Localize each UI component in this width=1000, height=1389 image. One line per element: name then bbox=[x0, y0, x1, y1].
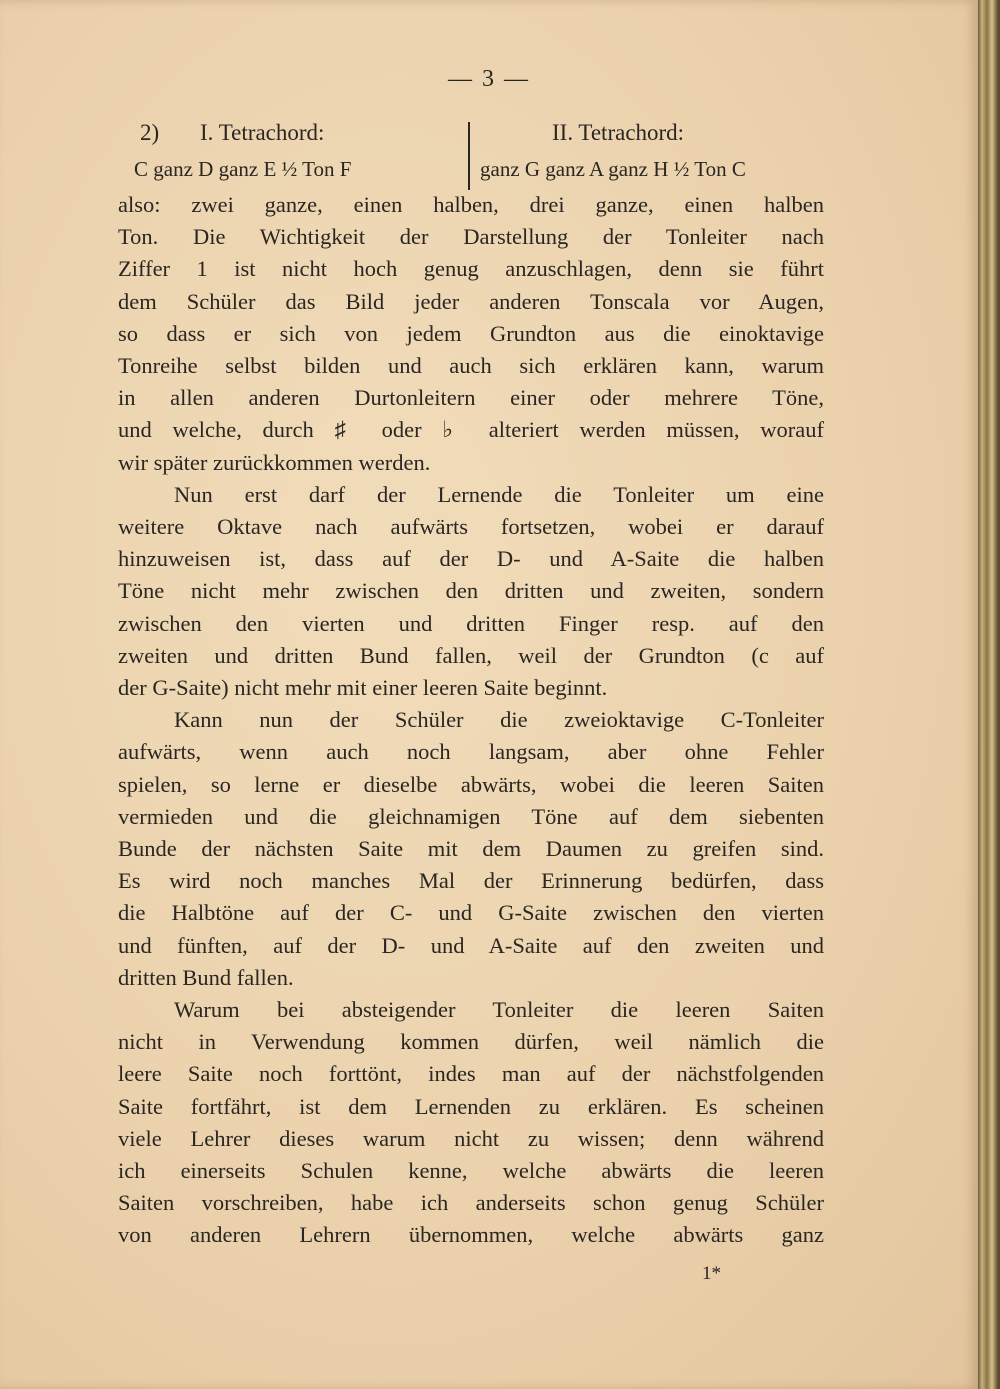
text-line: weitere Oktave nach aufwärts fortsetzen, wobei er darauf bbox=[118, 514, 824, 539]
tetrachord-second-row: ganz G ganz A ganz H ½ Ton C bbox=[480, 157, 746, 181]
text-line: Es wird noch manches Mal der Erinnerung bedürfen, dass bbox=[118, 868, 824, 894]
text-line: Saite fortfährt, ist dem Lernenden zu erklären. Es scheinen bbox=[118, 1093, 824, 1119]
text-line: leere Saite noch forttönt, indes man auf der nächstfolgenden bbox=[118, 1061, 824, 1087]
text-line: so dass er sich von jedem Grundton aus die einoktavige bbox=[118, 320, 824, 346]
text-line: Tonreihe selbst bilden und auch sich erklären kann, warum bbox=[118, 353, 824, 378]
text-line: Töne nicht mehr zwischen den dritten und zweiten, sondern bbox=[118, 578, 824, 604]
text-line: viele Lehrer dieses warum nicht zu wissen; denn während bbox=[118, 1125, 824, 1151]
text-line: ich einerseits Schulen kenne, welche abwärts die leeren bbox=[118, 1158, 824, 1183]
text-line: Ton. Die Wichtigkeit der Darstellung der Tonleiter nach bbox=[118, 224, 824, 250]
page-number: — 3 — bbox=[448, 66, 530, 92]
text-line: vermieden und die gleichnamigen Töne auf dem siebenten bbox=[118, 803, 824, 829]
text-line: und fünften, auf der D- und A-Saite auf den zweiten und bbox=[118, 932, 824, 958]
text-line: dem Schüler das Bild jeder anderen Tonscala vor Augen, bbox=[118, 288, 824, 314]
signature-mark: 1* bbox=[702, 1263, 721, 1284]
text-line: der G-Saite) nicht mehr mit einer leeren Saite beginnt. bbox=[118, 675, 608, 700]
text-line: in allen anderen Durtonleitern einer oder mehrere Töne, bbox=[118, 385, 824, 411]
tetrachord-divider bbox=[468, 122, 470, 190]
tetrachord-first-row: C ganz D ganz E ½ Ton F bbox=[134, 157, 352, 181]
text-line: aufwärts, wenn auch noch langsam, aber ohne Fehler bbox=[118, 739, 824, 765]
tetrachord-first-title: I. Tetrachord: bbox=[200, 120, 325, 145]
text-line: Ziffer 1 ist nicht hoch genug anzuschlagen, denn sie führt bbox=[118, 256, 824, 282]
text-line: Warum bei absteigender Tonleiter die leeren Saiten bbox=[174, 997, 824, 1022]
tetrachord-label-number: 2) bbox=[140, 120, 160, 145]
text-line: Kann nun der Schüler die zweioktavige C-Tonleiter bbox=[174, 707, 824, 733]
text-line: von anderen Lehrern übernommen, welche abwärts ganz bbox=[118, 1222, 824, 1248]
text-line: Nun erst darf der Lernende die Tonleiter um eine bbox=[174, 481, 824, 507]
text-line: zweiten und dritten Bund fallen, weil der Grundton (c auf bbox=[118, 642, 824, 668]
tetrachord-second-title: II. Tetrachord: bbox=[552, 120, 685, 145]
text-line: dritten Bund fallen. bbox=[118, 964, 294, 990]
text-line: die Halbtöne auf der C- und G-Saite zwischen den vierten bbox=[118, 900, 824, 926]
text-line: hinzuweisen ist, dass auf der D- und A-Saite die halben bbox=[118, 546, 824, 572]
text-line: und welche, durch ♯ oder ♭ alteriert werden müssen, worauf bbox=[118, 417, 824, 443]
text-line: also: zwei ganze, einen halben, drei ganze, einen halben bbox=[118, 192, 824, 217]
text-line: zwischen den vierten und dritten Finger resp. auf den bbox=[118, 610, 824, 636]
text-line: spielen, so lerne er dieselbe abwärts, wobei die leeren Saiten bbox=[118, 771, 824, 797]
text-line: nicht in Verwendung kommen dürfen, weil nämlich die bbox=[118, 1029, 824, 1055]
text-line: Saiten vorschreiben, habe ich anderseits schon genug Schüler bbox=[118, 1190, 824, 1216]
text-line: Bunde der nächsten Saite mit dem Daumen zu greifen sind. bbox=[118, 836, 824, 861]
text-line: wir später zurückkommen werden. bbox=[118, 449, 431, 475]
book-spine bbox=[978, 0, 1000, 1389]
